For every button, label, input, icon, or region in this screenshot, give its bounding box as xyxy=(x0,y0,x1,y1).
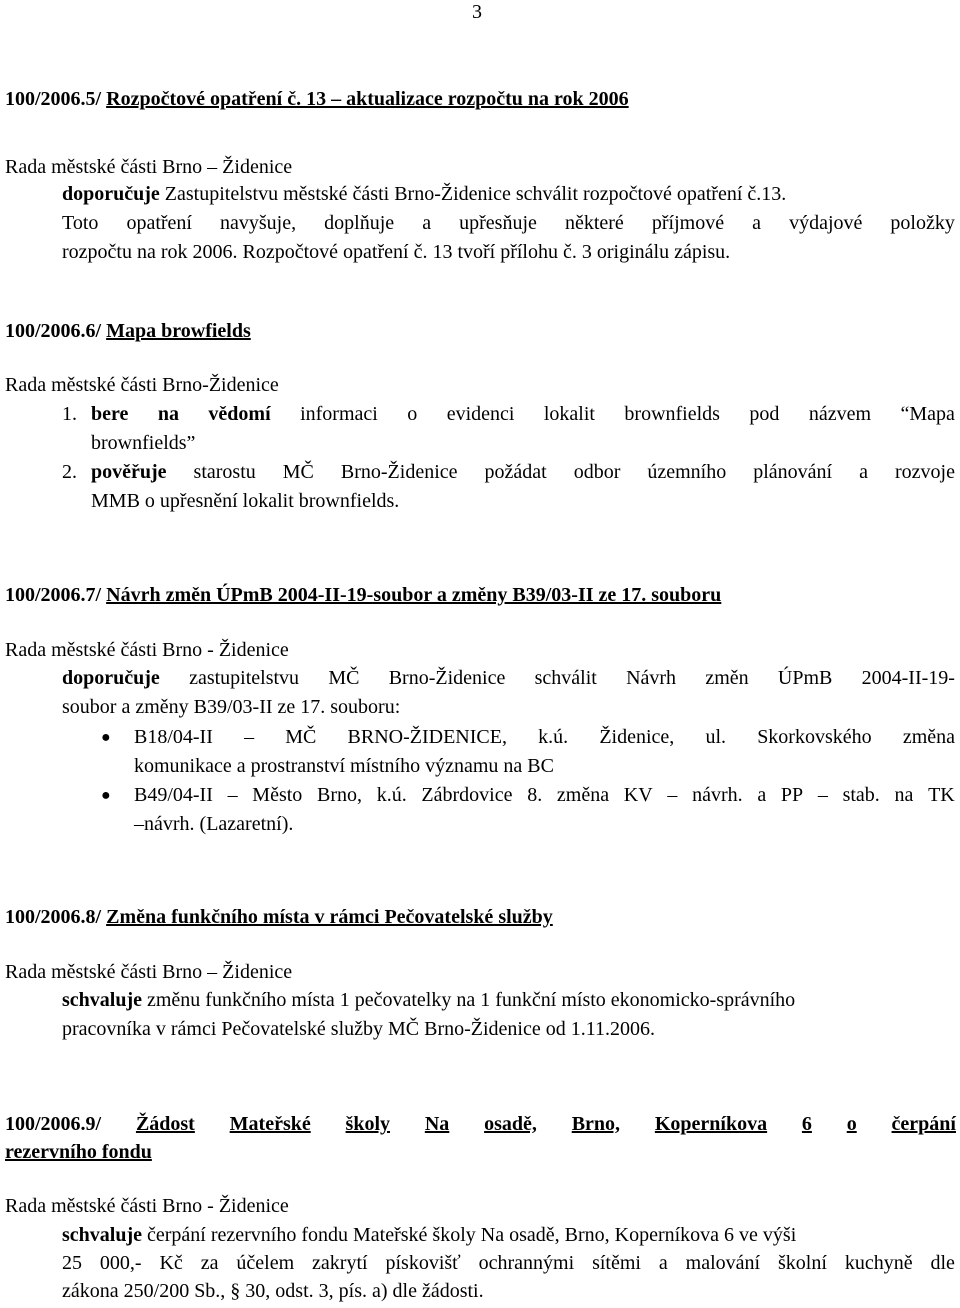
section-5-number: 100/2006.5/ xyxy=(5,88,102,110)
word: upřesňuje xyxy=(459,212,537,234)
section-6-item-1-line-2: brownfields” xyxy=(91,432,196,454)
word: Návrh xyxy=(626,667,677,689)
section-5-heading xyxy=(5,89,629,109)
section-9-line-1-rest: čerpání rezervního fondu Mateřské školy Na osadě, Brno, Koperníkova 6 ve výši xyxy=(147,1224,797,1246)
section-6-item-1-verb-1: bere xyxy=(91,403,129,425)
word: doplňuje xyxy=(324,212,395,234)
word: názvem xyxy=(808,403,872,425)
section-8-line-2: pracovníka v rámci Pečovatelské služby MČ Brno-Židenice od 1.11.2006. xyxy=(62,1018,655,1040)
word: 6 xyxy=(801,1113,812,1135)
bullet-icon: ● xyxy=(101,729,111,746)
section-5-line-1 xyxy=(62,184,786,204)
section-7-council: Rada městské části Brno - Židenice xyxy=(5,639,289,661)
word: některé xyxy=(564,212,624,234)
section-8-line-1 xyxy=(62,990,795,1010)
section-6-item-2-verb: pověřuje xyxy=(91,461,167,483)
section-7-line-2: soubor a změny B39/03-II ze 17. souboru: xyxy=(62,696,401,718)
word: – xyxy=(227,784,238,806)
word: MČ xyxy=(282,461,314,483)
section-6-item-1-number: 1. xyxy=(62,403,77,425)
word: Brno, xyxy=(317,784,362,806)
word: malování xyxy=(685,1252,761,1274)
word: informaci xyxy=(300,403,378,425)
word: zastupitelstvu xyxy=(189,667,300,689)
word: TK xyxy=(928,784,955,806)
word: Brno-Židenice xyxy=(340,461,458,483)
section-7-line-1 xyxy=(62,668,955,688)
word: dle xyxy=(930,1252,955,1274)
word: – xyxy=(244,726,255,748)
word: účelem xyxy=(236,1252,295,1274)
section-6-item-2-number: 2. xyxy=(62,461,77,483)
section-5-line-1-text: Zastupitelstvu městské části Brno-Židenice schválit rozpočtové opatření č.13. xyxy=(164,183,787,205)
word: plánování xyxy=(753,461,833,483)
section-6-title: Mapa browfields xyxy=(106,320,251,342)
word: změna xyxy=(556,784,610,806)
word: Skorkovského xyxy=(757,726,872,748)
word: změn xyxy=(705,667,749,689)
word: Kč xyxy=(159,1252,183,1274)
word: KV xyxy=(623,784,653,806)
word: Zábrdovice xyxy=(421,784,513,806)
word: Toto xyxy=(62,212,99,234)
word: a xyxy=(752,212,762,234)
section-6-item-1-verb-2: na xyxy=(157,403,179,425)
word: – xyxy=(817,784,828,806)
word: Židenice, xyxy=(599,726,675,748)
section-7-title: Návrh změn ÚPmB 2004-II-19-soubor a změny B39/03-II ze 17. souboru xyxy=(106,584,722,606)
section-9-council: Rada městské části Brno - Židenice xyxy=(5,1195,289,1217)
word: “Mapa xyxy=(900,403,955,425)
section-7-verb: doporučuje xyxy=(62,667,160,689)
section-5-verb: doporučuje xyxy=(62,183,160,205)
section-8-number: 100/2006.8/ xyxy=(5,906,102,928)
section-7-bullet-1-line-1 xyxy=(134,727,955,747)
word: k.ú. xyxy=(376,784,407,806)
word: rozvoje xyxy=(895,461,955,483)
section-9-heading xyxy=(5,1114,956,1134)
word: školy xyxy=(345,1113,391,1135)
section-5-line-3: rozpočtu na rok 2006. Rozpočtové opatření č. 13 tvoří přílohu č. 3 originálu zápisu. xyxy=(62,241,731,263)
word: k.ú. xyxy=(538,726,569,748)
word: schválit xyxy=(534,667,597,689)
word: a xyxy=(422,212,432,234)
section-5-council: Rada městské části Brno – Židenice xyxy=(5,156,293,178)
word: PP xyxy=(780,784,804,806)
section-5-line-2 xyxy=(62,213,955,233)
section-9-line-3: zákona 250/200 Sb., § 30, odst. 3, pís. a) dle žádosti. xyxy=(62,1280,484,1302)
section-7-bullet-1-line-2: komunikace a prostranství místního významu na BC xyxy=(134,755,554,777)
word: BRNO-ŽIDENICE, xyxy=(347,726,507,748)
word: sítěmi xyxy=(592,1252,641,1274)
word: kuchyně xyxy=(844,1252,913,1274)
word: Město xyxy=(252,784,303,806)
section-6-item-2-line-1 xyxy=(91,462,955,482)
word: školní xyxy=(778,1252,827,1274)
word: územního xyxy=(647,461,727,483)
section-7-heading xyxy=(5,585,721,605)
section-9-line-2 xyxy=(62,1253,955,1273)
word: MČ xyxy=(285,726,317,748)
section-6-item-1-verb-3: vědomí xyxy=(208,403,271,425)
word: a xyxy=(757,784,767,806)
section-7-bullet-2-line-2: –návrh. (Lazaretní). xyxy=(134,813,294,835)
word: pískovišť xyxy=(385,1252,461,1274)
word: Mateřské xyxy=(229,1113,311,1135)
word: o xyxy=(846,1113,857,1135)
word: 25 xyxy=(62,1252,82,1274)
section-7-number: 100/2006.7/ xyxy=(5,584,102,606)
bullet-icon: ● xyxy=(101,787,111,804)
word: Žádost xyxy=(135,1113,195,1135)
word: starostu xyxy=(193,461,256,483)
section-7-bullet-2-line-1 xyxy=(134,785,955,805)
word: a xyxy=(658,1252,668,1274)
section-8-verb: schvaluje xyxy=(62,989,142,1011)
word: Koperníkova xyxy=(654,1113,768,1135)
word: – xyxy=(667,784,678,806)
word: 2004-II-19- xyxy=(861,667,955,689)
word: ul. xyxy=(705,726,727,748)
word: příjmové xyxy=(651,212,725,234)
word: B49/04-II xyxy=(134,784,213,806)
word: odbor xyxy=(573,461,621,483)
section-9-number: 100/2006.9/ xyxy=(5,1113,102,1135)
word: položky xyxy=(890,212,955,234)
word: čerpání xyxy=(891,1113,956,1135)
section-6-item-1-line-1 xyxy=(91,404,955,424)
word: za xyxy=(200,1252,219,1274)
page-number: 3 xyxy=(472,1,482,23)
word: na xyxy=(894,784,914,806)
word: brownfields xyxy=(624,403,720,425)
section-9-line-1 xyxy=(62,1225,796,1245)
section-8-heading xyxy=(5,907,553,927)
word: Na xyxy=(424,1113,450,1135)
section-8-council: Rada městské části Brno – Židenice xyxy=(5,961,293,983)
section-9-verb: schvaluje xyxy=(62,1224,142,1246)
word: výdajové xyxy=(789,212,863,234)
word: Brno-Židenice xyxy=(388,667,506,689)
word: a xyxy=(859,461,869,483)
word: pod xyxy=(749,403,780,425)
word: změna xyxy=(902,726,955,748)
section-6-council: Rada městské části Brno-Židenice xyxy=(5,374,279,396)
word: MČ xyxy=(328,667,360,689)
word: požádat xyxy=(484,461,547,483)
word: o xyxy=(407,403,418,425)
word: B18/04-II xyxy=(134,726,213,748)
word: 000,- xyxy=(99,1252,142,1274)
section-5-title: Rozpočtové opatření č. 13 – aktualizace rozpočtu na rok 2006 xyxy=(106,88,629,110)
word: stab. xyxy=(842,784,880,806)
word: ÚPmB xyxy=(777,667,833,689)
section-6-heading xyxy=(5,321,251,341)
word: osadě, xyxy=(484,1113,537,1135)
word: navyšuje, xyxy=(220,212,297,234)
word: 8. xyxy=(527,784,543,806)
section-8-line-1-rest: změnu funkčního místa 1 pečovatelky na 1 funkční místo ekonomicko-správního xyxy=(147,989,796,1011)
word: zakrytí xyxy=(312,1252,368,1274)
word: Brno, xyxy=(571,1113,621,1135)
word: opatření xyxy=(126,212,192,234)
word: návrh. xyxy=(692,784,743,806)
word: evidenci xyxy=(446,403,515,425)
word: ochrannými xyxy=(478,1252,575,1274)
word: lokalit xyxy=(543,403,595,425)
section-9-heading-line-2 xyxy=(5,1142,152,1162)
section-6-item-2-line-2: MMB o upřesnění lokalit brownfields. xyxy=(91,490,400,512)
section-6-number: 100/2006.6/ xyxy=(5,320,102,342)
section-8-title: Změna funkčního místa v rámci Pečovatelské služby xyxy=(106,906,553,928)
section-9-title-line-2: rezervního fondu xyxy=(5,1141,152,1163)
